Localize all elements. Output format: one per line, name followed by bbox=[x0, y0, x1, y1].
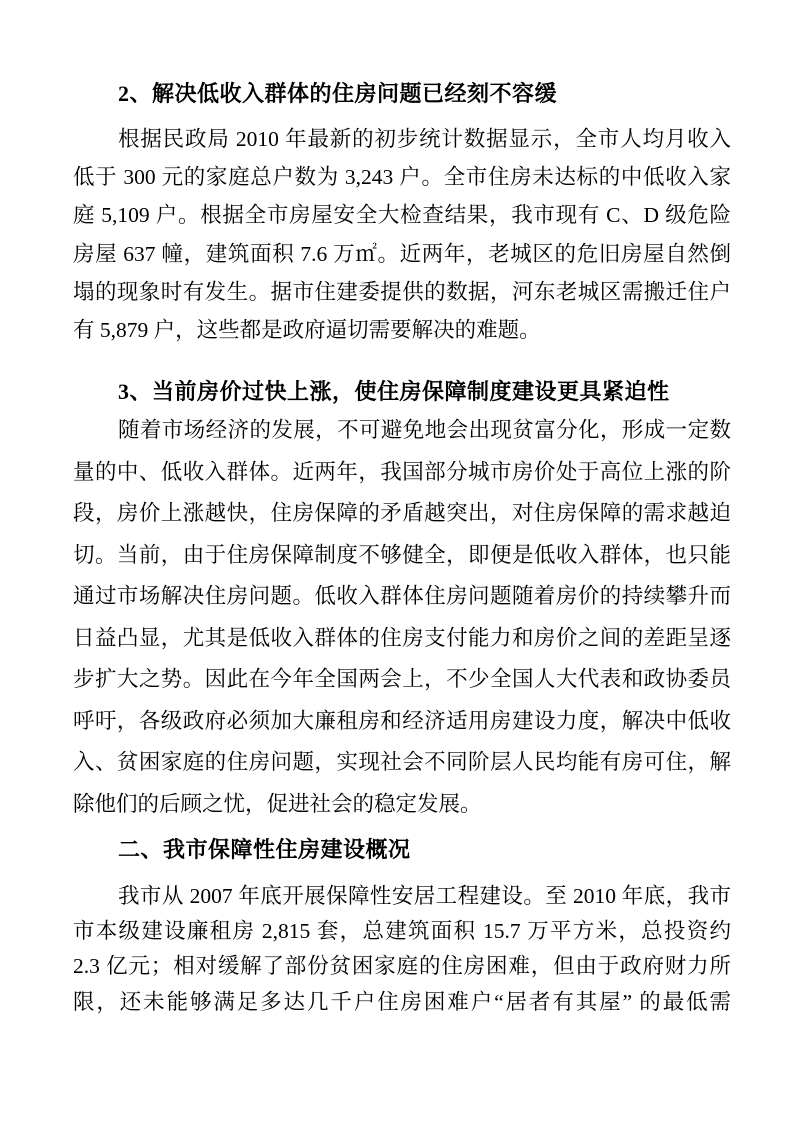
paragraph-line: 房屋 637 幢，建筑面积 7.6 万㎡。近两年，老城区的危旧房屋自然倒 bbox=[73, 241, 731, 266]
paragraph-line: 呼吁，各级政府必须加大廉租房和经济适用房建设力度，解决中低收 bbox=[73, 708, 731, 733]
paragraph-line: 庭 5,109 户。根据全市房屋安全大检查结果，我市现有 C、D 级危险 bbox=[73, 203, 731, 228]
paragraph-line: 市本级建设廉租房 2,815 套，总建筑面积 15.7 万平方米，总投资约 bbox=[73, 919, 731, 944]
paragraph-line: 日益凸显，尤其是低收入群体的住房支付能力和房价之间的差距呈逐 bbox=[73, 625, 731, 650]
paragraph-section-2 bbox=[73, 120, 731, 349]
paragraph-line: 段，房价上涨越快，住房保障的矛盾越突出，对住房保障的需求越迫 bbox=[73, 501, 731, 525]
paragraph-line: 限，还未能够满足多达几千户住房困难户“居者有其屋” 的最低需 bbox=[73, 989, 731, 1014]
paragraph-line: 低于 300 元的家庭总户数为 3,243 户。全市住房未达标的中低收入家 bbox=[73, 165, 731, 190]
section-heading-overview: 二、我市保障性住房建设概况 bbox=[118, 837, 411, 862]
paragraph-line: 根据民政局 2010 年最新的初步统计数据显示，全市人均月收入 bbox=[118, 127, 731, 151]
paragraph-line: 我市从 2007 年底开展保障性安居工程建设。至 2010 年底，我市 bbox=[118, 884, 731, 908]
paragraph-line: 有 5,879 户，这些都是政府逼切需要解决的难题。 bbox=[73, 317, 541, 342]
paragraph-line: 除他们的后顾之忧，促进社会的稳定发展。 bbox=[73, 791, 482, 816]
paragraph-line: 塌的现象时有发生。据市住建委提供的数据，河东老城区需搬迁住户 bbox=[73, 279, 731, 304]
paragraph-line: 量的中、低收入群体。近两年，我国部分城市房价处于高位上涨的阶 bbox=[73, 459, 731, 484]
paragraph-line: 步扩大之势。因此在今年全国两会上，不少全国人大代表和政协委员 bbox=[73, 667, 731, 691]
section-heading-3: 3、当前房价过快上涨，使住房保障制度建设更具紧迫性 bbox=[118, 379, 670, 404]
paragraph-section-overview bbox=[73, 879, 731, 1020]
section-heading-2: 2、解决低收入群体的住房问题已经刻不容缓 bbox=[118, 81, 558, 106]
paragraph-line: 通过市场解决住房问题。低收入群体住房问题随着房价的持续攀升而 bbox=[73, 584, 731, 608]
paragraph-line: 随着市场经济的发展，不可避免地会出现贫富分化，形成一定数 bbox=[118, 418, 731, 442]
paragraph-line: 入、贫困家庭的住房问题，实现社会不同阶层人民均能有房可住，解 bbox=[73, 750, 731, 774]
paragraph-line: 2.3 亿元；相对缓解了部份贫困家庭的住房困难，但由于政府财力所 bbox=[73, 954, 731, 979]
paragraph-line: 切。当前，由于住房保障制度不够健全，即便是低收入群体，也只能 bbox=[73, 542, 731, 567]
paragraph-section-3 bbox=[73, 410, 731, 825]
